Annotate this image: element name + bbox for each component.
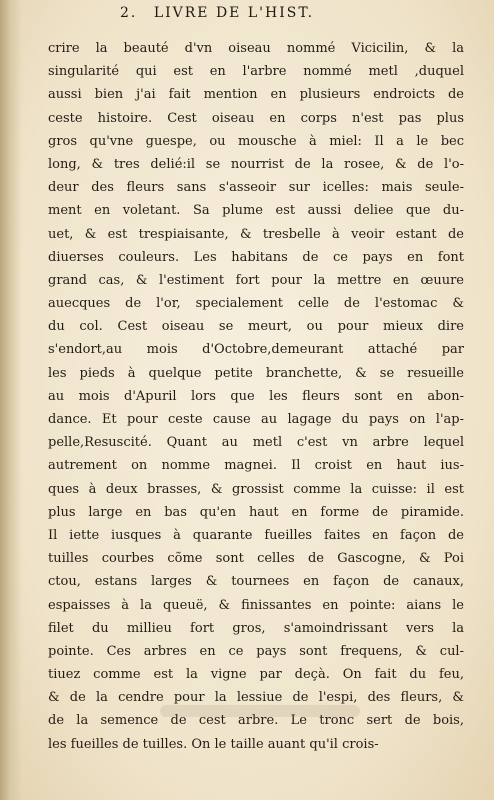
- page-gutter-shadow: [0, 0, 22, 800]
- text-line: filet du millieu fort gros, s'amoindrissant vers la: [48, 620, 464, 636]
- text-line: uet, & est trespiaisante, & tresbelle à veoir estant de: [48, 226, 464, 242]
- text-line: singularité qui est en l'arbre nommé metl ,duquel: [48, 64, 464, 80]
- text-line: aussi bien j'ai fait mention en plusieurs endroicts de: [48, 87, 464, 103]
- text-line: deur des fleurs sans s'asseoir sur icelles: mais seule-: [48, 180, 464, 196]
- text-line: ques à deux brasses, & grossist comme la cuisse: il est: [48, 481, 464, 497]
- text-line: gros qu'vne guespe, ou mousche à miel: Il a le bec: [48, 133, 464, 149]
- running-header: [120, 2, 390, 24]
- text-line: de la semence de cest arbre. Le tronc sert de bois,: [48, 713, 464, 729]
- text-line: ment en voletant. Sa plume est aussi deliee que du-: [48, 203, 464, 219]
- text-line: les fueilles de tuilles. On le taille auant qu'il crois-: [48, 736, 379, 752]
- text-line: autrement on nomme magnei. Il croist en haut ius-: [48, 458, 464, 474]
- text-line: espaisses à la queuë, & finissantes en pointe: aians le: [48, 597, 464, 613]
- text-line: pelle,Resuscité. Quant au metl c'est vn arbre lequel: [48, 435, 464, 451]
- page-body-text: [48, 37, 464, 756]
- text-line: long, & tres delié:il se nourrist de la rosee, & de l'o-: [48, 156, 464, 172]
- bleed-through-mark: [160, 705, 360, 717]
- text-line: s'endort,au mois d'Octobre,demeurant attaché par: [48, 342, 464, 358]
- text-line: au mois d'Apuril lors que les fleurs sont en abon-: [48, 388, 464, 404]
- text-line: tiuez comme est la vigne par deçà. On fait du feu,: [48, 667, 464, 683]
- text-line: Il iette iusques à quarante fueilles faites en façon de: [48, 527, 464, 543]
- text-line: ceste histoire. Cest oiseau en corps n'est pas plus: [48, 110, 464, 126]
- text-line: auecques de l'or, specialement celle de l'estomac &: [48, 296, 464, 312]
- text-line: grand cas, & l'estiment fort pour la mettre en œuure: [48, 272, 464, 288]
- text-line: tuilles courbes cõme sont celles de Gascogne, & Poi: [48, 551, 464, 567]
- text-line: pointe. Ces arbres en ce pays sont frequens, & cul-: [48, 643, 464, 659]
- text-line: plus large en bas qu'en haut en forme de piramide.: [48, 504, 464, 520]
- text-line: les pieds à quelque petite branchette, & se resueille: [48, 365, 464, 381]
- text-line: diuerses couleurs. Les habitans de ce pays en font: [48, 249, 464, 265]
- page-number: 2.: [120, 5, 138, 21]
- text-line: dance. Et pour ceste cause au lagage du pays on l'ap-: [48, 412, 464, 427]
- text-line: crire la beauté d'vn oiseau nommé Vicicilin, & la: [48, 41, 464, 56]
- text-line: & de la cendre pour la lessiue de l'espi, des fleurs, &: [48, 690, 464, 706]
- text-line: ctou, estans larges & tournees en façon de canaux,: [48, 574, 464, 590]
- running-title: LIVRE DE L'HIST.: [153, 5, 315, 21]
- text-line: du col. Cest oiseau se meurt, ou pour mieux dire: [48, 319, 464, 335]
